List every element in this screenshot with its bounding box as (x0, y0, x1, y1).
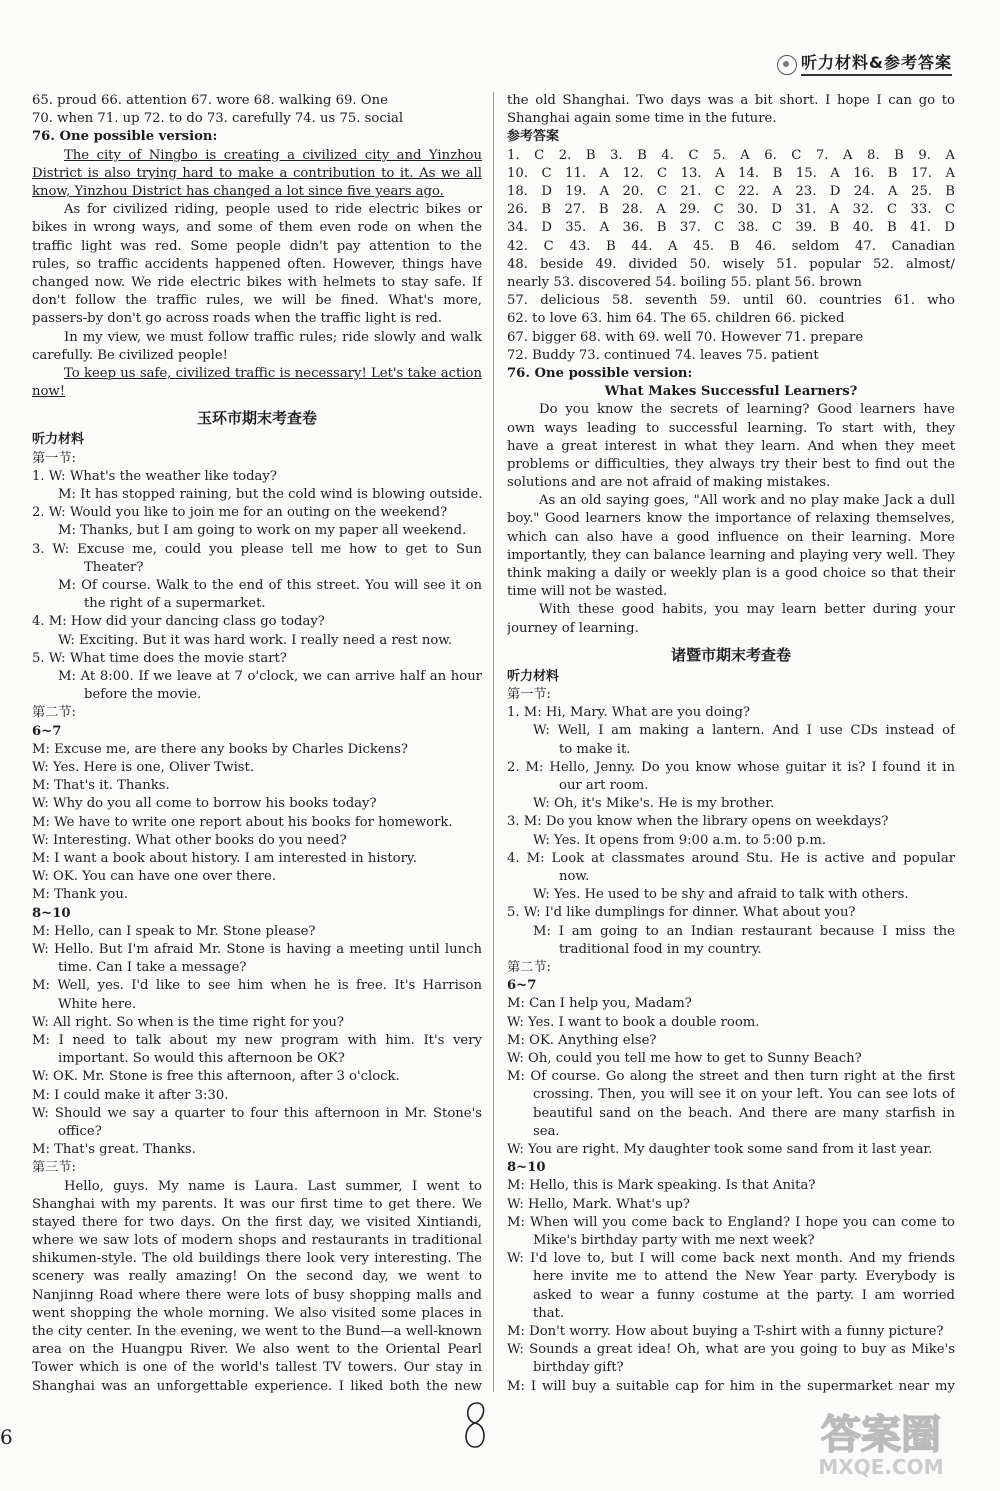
text-line: Hello, guys. My name is Laura. Last summer, I went to (64, 1178, 482, 1194)
text-line: To keep us safe, civilized traffic is necessary! Let's take action (64, 365, 482, 381)
text-line: 6~7 (32, 723, 62, 739)
text-line: changed now. We ride electric bikes with helmets to stay safe. If (32, 274, 482, 290)
text-line: carefully. Be civilized people! (32, 347, 228, 363)
text-line: 57. delicious 58. seventh 59. until 60. countries 61. who (507, 293, 955, 309)
text-line: W: OK. Mr. Stone is free this afternoon, after 3 o'clock. (32, 1069, 400, 1085)
text-line: area on the Huangpu River. We also went to the Oriental Pearl (32, 1342, 482, 1358)
text-line: 76. One possible version: (32, 129, 218, 145)
text-line: rules, so traffic accidents happened often. However, things have (32, 256, 482, 272)
text-line: traffic light was red. Some people didn't pay attention to the (32, 238, 482, 254)
answer-row: 10. C 11. A 12. C 13. A 14. B 15. A 16. B 17. A (507, 165, 955, 181)
text-line: here invite me to attend the New Year party. Everybody is (533, 1269, 955, 1285)
text-line: W: Hello, Mark. What's up? (507, 1196, 690, 1212)
section-title: 诸暨市期末考查卷 (670, 645, 791, 664)
text-line: which can also have a good influence on their learning. More (507, 529, 955, 545)
text-line: M: Hello, this is Mark speaking. Is that Anita? (507, 1178, 816, 1194)
section-title: 玉环市期末考查卷 (196, 409, 317, 428)
page-number: 6 (0, 1425, 13, 1449)
text-line: W: OK. You can have one over there. (32, 869, 277, 885)
text-line: M: I want a book about history. I am interested in history. (32, 850, 417, 866)
text-line: Shanghai again some time in the future. (507, 111, 777, 127)
text-line: time. Can I take a message? (58, 960, 247, 976)
text-line: As an old saying goes, "All work and no play make Jack a dull (539, 493, 955, 509)
text-line: 67. bigger 68. with 69. well 70. However 71. prepare (507, 329, 864, 345)
text-line: M: Well, yes. I'd like to see him when he is free. It's Harrison (32, 978, 482, 994)
text-line: 4. M: How did your dancing class go today? (32, 614, 325, 630)
text-line: M: At 8:00. If we leave at 7 o'clock, we can arrive half an hour (58, 668, 482, 684)
text-line: As for civilized riding, people used to ride electric bikes or (64, 202, 482, 218)
text-line: M: OK. Anything else? (507, 1032, 657, 1048)
text-line: important. So would this afternoon be OK? (58, 1051, 345, 1067)
essay-title: What Makes Successful Learners? (604, 384, 858, 400)
text-line: problems or difficulties, they always try their best to find out the (507, 456, 955, 472)
text-line: W: Should we say a quarter to four this afternoon in Mr. Stone's (32, 1105, 482, 1121)
text-line: the right of a supermarket. (84, 596, 266, 612)
text-line: W: I'd love to, but I will come back next month. And my friends (507, 1251, 955, 1267)
text-line: W: Interesting. What other books do you need? (32, 832, 347, 848)
text-line: 4. M: Look at classmates around Stu. He is active and popular (507, 850, 955, 866)
text-line: W: Yes. Here is one, Oliver Twist. (32, 759, 255, 775)
text-line: 1. M: Hi, Mary. What are you doing? (507, 705, 751, 721)
text-line: shikumen-style. The old buildings there look very interesting. The (32, 1251, 482, 1267)
text-line: traditional food in my country. (559, 941, 762, 957)
text-line: The city of Ningbo is creating a civilized city and Yinzhou (64, 147, 482, 163)
text-line: know, Yinzhou District has changed a lot since five years ago. (32, 183, 444, 199)
text-line: 42. C 43. B 44. A 45. B 46. seldom 47. Canadian (507, 238, 955, 254)
text-line: 8~10 (32, 905, 71, 921)
text-line: 第三节: (32, 1160, 77, 1176)
text-line: 第二节: (32, 705, 77, 721)
text-line: don't follow the traffic rules, we will be fined. What's more, (32, 293, 482, 309)
text-line: Shanghai was an unforgettable experience. I liked both the new (32, 1378, 482, 1394)
text-line: M: It has stopped raining, but the cold wind is blowing outside. (58, 486, 482, 502)
ear-icon (777, 55, 797, 75)
answer-row: 34. D 35. A 36. B 37. C 38. C 39. B 40. B 41. D (507, 220, 955, 236)
text-line: bikes in wrong ways, and some of them even rode on when the (32, 220, 482, 236)
text-line: M: I will buy a suitable cap for him in the supermarket near my (507, 1378, 955, 1394)
text-line: 76. One possible version: (507, 365, 693, 381)
text-line: solutions and are not afraid of making mistakes. (507, 475, 831, 491)
text-line: now! (32, 384, 66, 400)
text-line: 1. W: What's the weather like today? (32, 468, 277, 484)
text-line: M: Don't worry. How about buying a T-shirt with a funny picture? (507, 1323, 944, 1339)
text-line: scenery was really amazing! On the second day, we went to (32, 1269, 482, 1285)
text-line: W: Sounds a great idea! Oh, what are you going to buy as Mike's (507, 1342, 955, 1358)
text-line: 第一节: (32, 450, 77, 466)
text-line: 48. beside 49. divided 50. wisely 51. popular 52. almost/ (507, 256, 955, 272)
subsection-label: 听力材料 (32, 432, 85, 448)
svg-text:答案圈: 答案圈 (821, 1412, 941, 1458)
handwritten-mark (455, 1395, 495, 1455)
text-line: Theater? (84, 559, 144, 575)
text-line: W: Hello. But I'm afraid Mr. Stone is having a meeting until lunch (32, 941, 482, 957)
text-line: M: Thanks, but I am going to work on my paper all weekend. (58, 523, 467, 539)
text-line: before the movie. (84, 687, 202, 703)
subsection-label: 参考答案 (507, 129, 560, 145)
text-line: have a great interest in what they learn. And when they meet (507, 438, 955, 454)
text-line: Nanjinng Road where there were lots of busy shopping malls and (32, 1287, 482, 1303)
text-line: the old Shanghai. Two days was a bit short. I hope I can go to (507, 93, 955, 108)
subsection-label: 听力材料 (507, 668, 560, 684)
text-line: sea. (533, 1123, 560, 1139)
text-line: W: Yes. He used to be shy and afraid to talk with others. (533, 887, 909, 903)
text-line: W: Oh, it's Mike's. He is my brother. (533, 796, 775, 812)
text-line: importantly, they can balance learning and playing very well. They (507, 547, 955, 563)
text-line: 65. proud 66. attention 67. wore 68. walking 69. One (32, 93, 388, 108)
text-line: now. (559, 868, 590, 884)
text-line: nearly 53. discovered 54. boiling 55. plant 56. brown (507, 274, 862, 290)
text-line: beautiful sand on the beach. And there are many starfish in (533, 1105, 955, 1121)
column-divider (493, 92, 494, 1392)
text-line: W: Yes. It opens from 9:00 a.m. to 5:00 p.m. (533, 832, 827, 848)
text-line: W: Oh, could you tell me how to get to Sunny Beach? (507, 1051, 862, 1066)
text-line: 72. Buddy 73. continued 74. leaves 75. patient (507, 347, 819, 363)
watermark-logo (776, 1406, 986, 1481)
text-line: 第二节: (507, 959, 552, 975)
text-line: In my view, we must follow traffic rules; ride slowly and walk (64, 329, 482, 345)
text-line: the city center. In the evening, we went to the Bund—a well-known (32, 1324, 482, 1340)
left-column (32, 92, 482, 1396)
text-line: W: Exciting. But it was hard work. I really need a rest now. (58, 632, 453, 648)
text-line: M: Excuse me, are there any books by Charles Dickens? (32, 741, 408, 757)
answer-row: 26. B 27. B 28. A 29. C 30. D 31. A 32. C 33. C (507, 202, 955, 218)
text-line: own ways leading to successful learning. To start with, they (507, 420, 955, 436)
text-line: boy." Good learners know the importance of relaxing themselves, (507, 511, 955, 527)
text-line: M: That's it. Thanks. (32, 778, 170, 794)
text-line: 3. W: Excuse me, could you please tell me how to get to Sun (32, 541, 482, 557)
text-line: 6~7 (507, 978, 537, 994)
text-line: M: Thank you. (32, 887, 129, 903)
text-line: M: We have to write one report about his books for homework. (32, 814, 453, 830)
text-line: 8~10 (507, 1160, 546, 1176)
text-line: 第一节: (507, 687, 552, 702)
text-line: 3. M: Do you know when the library opens on weekdays? (507, 814, 889, 830)
text-line: passers-by don't go across roads when the traffic light is red. (32, 311, 443, 327)
header-title: 听力材料&参考答案 (801, 54, 952, 76)
text-line: think making a daily or weekly plan is a good choice so that their (507, 566, 955, 582)
svg-text:MXQE.COM: MXQE.COM (818, 1455, 944, 1479)
text-line: With these good habits, you may learn better during your (539, 602, 955, 618)
text-line: Tower which is one of the world's tallest TV towers. Our stay in (32, 1360, 482, 1376)
text-line: 70. when 71. up 72. to do 73. carefully 74. us 75. social (32, 111, 404, 127)
text-line: where we saw lots of modern shops and restaurants in traditional (32, 1233, 482, 1249)
text-line: W: You are right. My daughter took some sand from it last year. (507, 1141, 933, 1157)
text-line: M: I am going to an Indian restaurant because I miss the (533, 923, 955, 939)
page-header (777, 54, 952, 76)
text-line: time will not be wasted. (507, 584, 668, 600)
answer-row: 18. D 19. A 20. C 21. C 22. A 23. D 24. A 25. B (507, 183, 955, 199)
text-line: M: When will you come back to England? I hope you can come to (507, 1214, 955, 1230)
text-line: 5. W: I'd like dumplings for dinner. What about you? (507, 905, 856, 921)
text-line: W: Yes. I want to book a double room. (507, 1014, 760, 1030)
text-line: stayed there for two days. On the first day, we visited Xintiandi, (32, 1214, 482, 1230)
text-line: our art room. (559, 777, 649, 793)
text-line: Do you know the secrets of learning? Good learners have (539, 402, 955, 418)
text-line: M: Of course. Walk to the end of this street. You will see it on (58, 577, 482, 593)
text-line: District is also trying hard to make a contribution to it. As we all (32, 165, 482, 181)
text-line: M: I need to talk about my new program with him. It's very (32, 1032, 482, 1048)
text-line: asked to wear a funny costume at the party. I am worried (533, 1287, 955, 1303)
right-column (507, 92, 955, 1396)
text-line: M: Hello, can I speak to Mr. Stone please? (32, 923, 316, 939)
text-line: M: Of course. Go along the street and then turn right at the first (507, 1069, 955, 1085)
text-line: W: Why do you all come to borrow his books today? (32, 796, 377, 812)
text-line: 2. M: Hello, Jenny. Do you know whose guitar it is? I found it in (507, 759, 955, 775)
text-line: M: I could make it after 3:30. (32, 1087, 229, 1103)
text-line: to make it. (559, 741, 631, 757)
text-line: Shanghai with my parents. It was our first time to get there. We (32, 1196, 482, 1212)
text-line: White here. (58, 996, 137, 1012)
text-line: crossing. Then, you will see it on your left. You can see lots of (533, 1087, 955, 1103)
text-line: W: All right. So when is the time right for you? (32, 1014, 344, 1030)
text-line: birthday gift? (533, 1360, 624, 1376)
text-line: that. (533, 1305, 565, 1321)
text-line: office? (58, 1123, 102, 1139)
answer-row: 1. C 2. B 3. B 4. C 5. A 6. C 7. A 8. B 9. A (507, 147, 955, 163)
text-line: 62. to love 63. him 64. The 65. children 66. picked (507, 311, 845, 327)
text-line: journey of learning. (507, 620, 639, 636)
text-line: 5. W: What time does the movie start? (32, 650, 287, 666)
text-line: M: Can I help you, Madam? (507, 996, 692, 1012)
text-line: 2. W: Would you like to join me for an outing on the weekend? (32, 505, 448, 521)
text-line: Mike's birthday party with me next week? (533, 1232, 815, 1248)
text-line: M: That's great. Thanks. (32, 1142, 196, 1158)
text-line: W: Well, I am making a lantern. And I use CDs instead of (533, 723, 955, 739)
text-line: went shopping the whole morning. We also visited some places in (32, 1305, 482, 1321)
